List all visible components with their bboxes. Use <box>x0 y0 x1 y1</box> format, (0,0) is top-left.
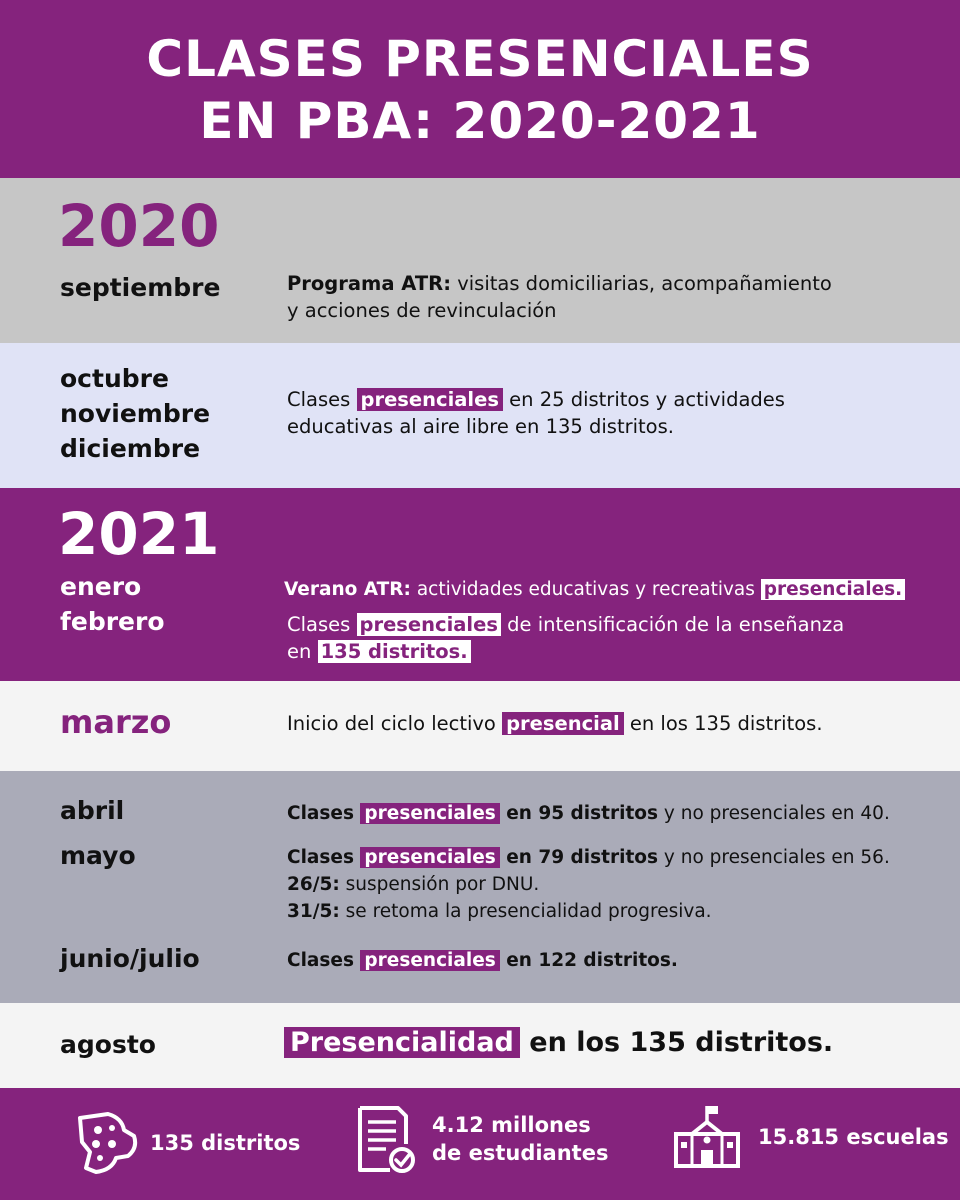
month-septiembre: septiembre <box>60 273 221 302</box>
month-marzo: marzo <box>60 703 172 741</box>
desc-text: en 25 distritos y actividades <box>502 388 785 411</box>
desc-text: en 122 distritos. <box>499 950 678 971</box>
desc-text: Clases <box>287 613 357 636</box>
month-agosto: agosto <box>60 1030 156 1059</box>
date-31-5: 31/5: <box>287 901 340 922</box>
desc-mayo <box>287 844 957 925</box>
month-mayo: mayo <box>60 841 136 870</box>
stat-estudiantes-line-2: de estudiantes <box>432 1141 609 1165</box>
stat-distritos <box>72 1108 300 1178</box>
section-abril-julio <box>0 771 960 1003</box>
months-oct-dic <box>60 361 210 466</box>
highlight-presencial: presencial <box>502 712 624 735</box>
document-check-icon <box>352 1104 422 1174</box>
highlight-presenciales: presenciales <box>360 847 499 868</box>
month-febrero: febrero <box>60 607 165 636</box>
program-atr-label: Programa ATR: <box>287 272 451 295</box>
stat-escuelas <box>672 1102 949 1172</box>
verano-atr-label: Verano ATR: <box>284 579 411 600</box>
section-2021 <box>0 488 960 681</box>
desc-oct-dic <box>287 386 947 440</box>
stat-estudiantes-line-1: 4.12 millones <box>432 1113 591 1137</box>
highlight-presencialidad: Presencialidad <box>284 1027 520 1058</box>
highlight-presenciales: presenciales. <box>761 579 905 600</box>
month-enero: enero <box>60 572 142 601</box>
desc-line-2: y acciones de revinculación <box>287 299 557 322</box>
map-icon <box>72 1108 142 1178</box>
desc-text: en los 135 distritos. <box>519 1027 834 1058</box>
desc-text: Inicio del ciclo lectivo <box>287 712 503 735</box>
desc-septiembre <box>287 270 947 324</box>
month-abril: abril <box>60 796 125 825</box>
desc-text: visitas domiciliarias, acompañamiento <box>451 272 832 295</box>
year-2020: 2020 <box>58 192 220 260</box>
highlight-presenciales: presenciales <box>360 803 499 824</box>
desc-text: y no presenciales en 40. <box>658 803 890 824</box>
desc-text: en <box>287 640 318 663</box>
highlight-presenciales: presenciales <box>357 388 503 411</box>
desc-text: se retoma la presencialidad progresiva. <box>339 901 712 922</box>
header <box>0 0 960 178</box>
title-line-1: CLASES PRESENCIALES <box>146 30 814 88</box>
stat-escuelas-label: 15.815 escuelas <box>758 1125 949 1149</box>
desc-text: en 95 distritos <box>499 803 659 824</box>
desc-marzo <box>287 710 947 737</box>
desc-text: y no presenciales en 56. <box>658 847 890 868</box>
month-diciembre: diciembre <box>60 434 201 463</box>
desc-abril <box>287 800 957 827</box>
desc-junio-julio <box>287 947 947 974</box>
section-agosto <box>0 1003 960 1088</box>
stat-distritos-label: 135 distritos <box>150 1131 301 1155</box>
months-ene-feb <box>60 569 165 639</box>
month-noviembre: noviembre <box>60 399 211 428</box>
desc-text: en los 135 distritos. <box>623 712 823 735</box>
month-octubre: octubre <box>60 364 169 393</box>
stat-estudiantes-label <box>432 1111 608 1167</box>
highlight-presenciales: presenciales <box>357 613 501 636</box>
highlight-presenciales: presenciales <box>360 950 499 971</box>
footer <box>0 1088 960 1200</box>
desc-verano <box>284 576 954 603</box>
desc-text: de intensificación de la enseñanza <box>500 613 845 636</box>
highlight-135-distritos: 135 distritos. <box>318 640 471 663</box>
section-oct-dic <box>0 343 960 488</box>
desc-text: actividades educativas y recreativas <box>410 579 761 600</box>
stat-estudiantes <box>352 1104 608 1174</box>
desc-text: Clases <box>287 847 361 868</box>
section-2020 <box>0 178 960 343</box>
year-2021: 2021 <box>58 500 220 568</box>
desc-line-2: educativas al aire libre en 135 distritos. <box>287 415 674 438</box>
desc-text: Clases <box>287 950 361 971</box>
school-icon <box>672 1102 742 1172</box>
date-26-5: 26/5: <box>287 874 340 895</box>
month-junio-julio: junio/julio <box>60 944 200 973</box>
section-marzo <box>0 681 960 771</box>
desc-text: Clases <box>287 388 357 411</box>
desc-text: en 79 distritos <box>499 847 659 868</box>
title-line-2: EN PBA: 2020-2021 <box>199 92 761 150</box>
desc-text: suspensión por DNU. <box>339 874 540 895</box>
desc-text: Clases <box>287 803 361 824</box>
desc-agosto <box>284 1025 944 1061</box>
desc-intensificacion <box>287 611 947 665</box>
